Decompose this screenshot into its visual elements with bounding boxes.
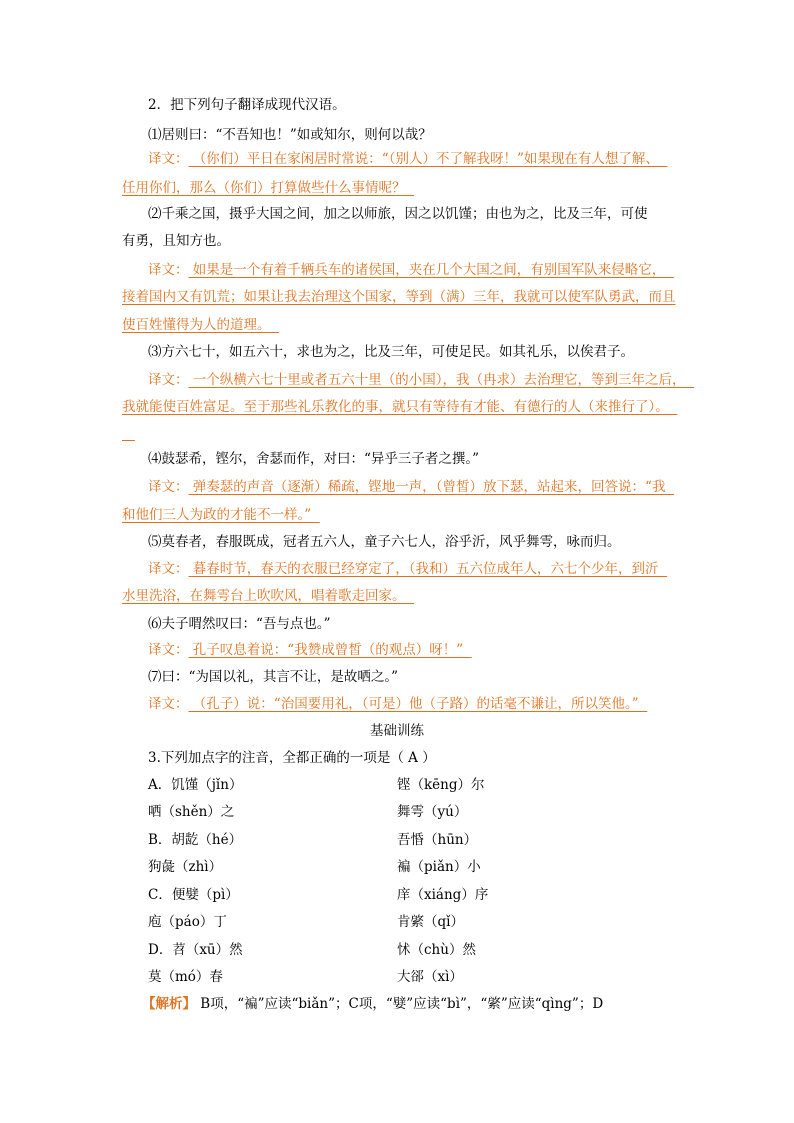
translation-blank — [122, 425, 135, 441]
option-right: 吾惛（hūn） — [397, 832, 478, 848]
translation-line — [148, 150, 667, 168]
section-title: 基础训练 — [370, 723, 424, 739]
option-left: 狗彘（zhì） — [148, 859, 223, 875]
option-right: 肯綮（qǐ） — [397, 914, 464, 930]
translation-text: 和他们三人为政的才能不一样。” — [122, 507, 320, 523]
source-sentence-line: ⑸莫春者，春服既成，冠者五六人，童子六七人，浴乎沂，风乎舞雩，咏而归。 — [148, 534, 621, 550]
translation-line — [122, 587, 414, 605]
option-right: 怵（chù）然 — [397, 942, 476, 958]
translation-text: 孔子叹息着说：“我赞成曾皙（的观点）呀！” — [188, 642, 472, 658]
translation-line — [122, 398, 677, 416]
option-left: C．便嬖（pì） — [148, 887, 239, 903]
translation-text: 我就能使百姓富足。至于那些礼乐教化的事，就只有等待有才能、有德行的人（来推行了）。 — [122, 399, 678, 415]
option-right: 舞雩（yú） — [397, 804, 468, 820]
option-left: 庖（páo）丁 — [148, 914, 227, 930]
translation-line — [148, 560, 667, 578]
translation-underline-tail — [122, 424, 135, 442]
source-sentence-line: ⑺曰：“为国以礼，其言不让，是故哂之。” — [148, 669, 399, 685]
option-right: 大郤（xì） — [397, 969, 463, 985]
option-right: 褊（piǎn）小 — [397, 859, 481, 875]
translation-line — [148, 695, 647, 713]
translation-line — [148, 641, 472, 659]
translation-label: 译文： — [148, 696, 189, 712]
option-right: 庠（xiáng）序 — [397, 887, 489, 903]
translation-label: 译文： — [148, 479, 189, 495]
source-sentence-line: ⑶方六七十，如五六十，求也为之，比及三年，可使足民。如其礼乐，以俟君子。 — [148, 344, 634, 360]
translation-text: （孔子）说：“治国要用礼，（可是）他（子路）的话毫不谦让，所以笑他。” — [188, 696, 648, 712]
translation-text: 一个纵横六七十里或者五六十里（的小国），我（冉求）去治理它，等到三年之后， — [188, 372, 695, 388]
translation-line — [122, 288, 676, 306]
option-left: A．饥馑（jǐn） — [148, 777, 243, 793]
translation-text: （你们）平日在家闲居时常说：“（别人）不了解我呀！”如果现在有人想了解、 — [188, 151, 668, 167]
option-left: D．苕（xū）然 — [148, 942, 243, 958]
option-left: B．胡龁（hé） — [148, 832, 243, 848]
translation-text: 接着国内又有饥荒；如果让我去治理这个国家，等到（满）三年，我就可以使军队勇武，而且 — [122, 289, 676, 305]
translation-text: 水里洗浴，在舞雩台上吹吹风，唱着歌走回家。 — [122, 588, 415, 604]
source-sentence-line: ⑹夫子喟然叹曰：“吾与点也。” — [148, 616, 331, 632]
translation-line — [148, 261, 674, 279]
translation-label: 译文： — [148, 262, 189, 278]
translation-label: 译文： — [148, 372, 189, 388]
translation-line — [122, 316, 279, 334]
translation-label: 译文： — [148, 642, 189, 658]
source-sentence-line: 有勇，且知方也。 — [122, 233, 230, 249]
translation-label: 译文： — [148, 151, 189, 167]
translation-line — [148, 478, 674, 496]
translation-label: 译文： — [148, 561, 189, 577]
source-sentence-line: ⑵千乘之国，摄乎大国之间，加之以师旅，因之以饥馑；由也为之，比及三年，可使 — [148, 206, 648, 222]
translation-text: 暮春时节，春天的衣服已经穿定了，（我和）五六位成年人，六七个少年，到沂 — [188, 561, 668, 577]
translation-line — [122, 506, 320, 524]
option-right: 铿（kēng）尔 — [397, 777, 485, 793]
analysis-tag: 【解析】 — [142, 996, 196, 1012]
source-sentence-line: ⑷鼓瑟希，铿尔，舍瑟而作，对曰：“异乎三子者之撰。” — [148, 451, 480, 467]
translation-line — [122, 179, 414, 197]
analysis-line — [142, 995, 603, 1013]
translation-text: 如果是一个有着千辆兵车的诸侯国，夹在几个大国之间，有别国军队来侵略它， — [188, 262, 674, 278]
question-3-stem: 3.下列加点字的注音，全都正确的一项是（ A ） — [148, 750, 436, 766]
option-left: 莫（mó）春 — [148, 969, 223, 985]
question-2-heading: 2．把下列句子翻译成现代汉语。 — [148, 97, 346, 113]
translation-text: 使百姓懂得为人的道理。 — [122, 317, 280, 333]
analysis-text: B项，“褊”应读“biǎn”；C项，“嬖”应读“bì”，“綮”应读“qìng”；D — [196, 996, 604, 1012]
translation-text: 弹奏瑟的声音（逐渐）稀疏，铿地一声，（曾皙）放下瑟，站起来，回答说：“我 — [188, 479, 675, 495]
translation-line — [148, 371, 694, 389]
option-left: 哂（shěn）之 — [148, 804, 235, 820]
translation-text: 任用你们，那么（你们）打算做些什么事情呢？ — [122, 180, 415, 196]
source-sentence-line: ⑴居则曰：“不吾知也！”如或知尔，则何以哉？ — [148, 127, 432, 143]
